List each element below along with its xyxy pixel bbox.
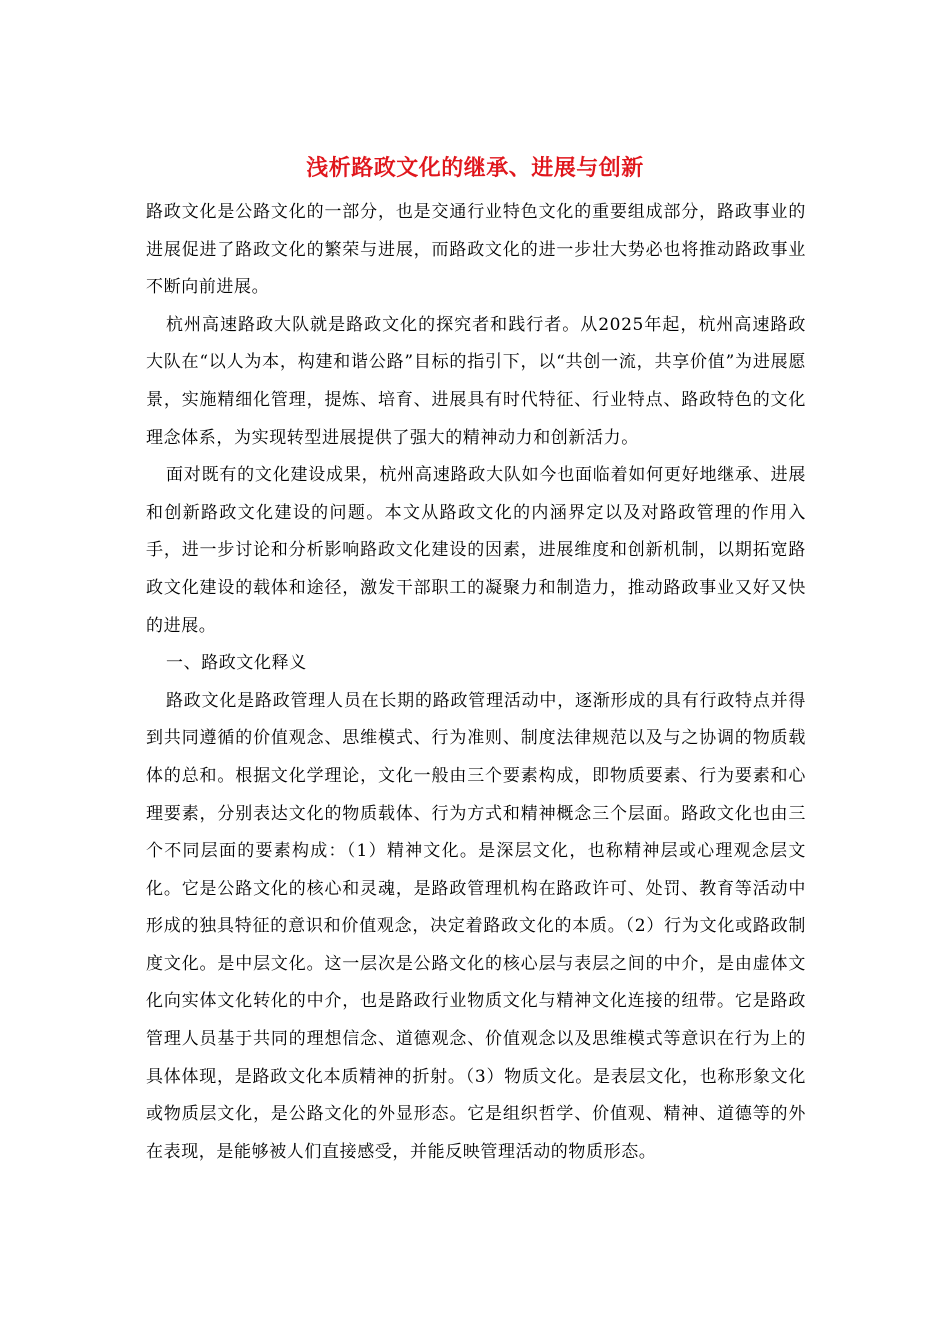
section-heading-1: 一、路政文化释义 [166, 653, 307, 674]
paragraph-challenges: 面对既有的文化建设成果，杭州高速路政大队如今也面临着如何更好地继承、进展和创新路政文化建设的问题。本文从路政文化的内涵界定以及对路政管理的作用入手，进一步讨论和分析影响路政文化建设的因素，进展维度和创新机制，以期拓宽路政文化建设的载体和途径，激发干部职工的凝聚力和制造力，推动路政事业又好又快的进展。 [146, 465, 806, 636]
paragraph-intro: 路政文化是公路文化的一部分，也是交通行业特色文化的重要组成部分，路政事业的进展促进了路政文化的繁荣与进展，而路政文化的进一步壮大势必也将推动路政事业不断向前进展。 [146, 202, 806, 298]
paragraph-definition: 路政文化是路政管理人员在长期的路政管理活动中，逐渐形成的具有行政特点并得到共同遵循的价值观念、思维模式、行为准则、制度法律规范以及与之协调的物质载体的总和。根据文化学理论，文化一般由三个要素构成，即物质要素、行为要素和心理要素，分别表达文化的物质载体、行为方式和精神概念三个层面。路政文化也由三个不同层面的要素构成：（1）精神文化。是深层文化，也称精神层或心理观念层文化。它是公路文化的核心和灵魂，是路政管理机构在路政许可、处罚、教育等活动中形成的独具特征的意识和价值观念，决定着路政文化的本质。（2）行为文化或路政制度文化。是中层文化。这一层次是公路文化的核心层与表层之间的中介，是由虚体文化向实体文化转化的中介，也是路政行业物质文化与精神文化连接的纽带。它是路政管理人员基于共同的理想信念、道德观念、价值观念以及思维模式等意识在行为上的具体体现，是路政文化本质精神的折射。（3）物质文化。是表层文化，也称形象文化或物质层文化，是公路文化的外显形态。它是组织哲学、价值观、精神、道德等的外在表现，是能够被人们直接感受，并能反映管理活动的物质形态。 [146, 690, 806, 1162]
document-body [146, 194, 806, 1171]
document-title: 浅析路政文化的继承、进展与创新 [306, 155, 644, 181]
paragraph-hangzhou: 杭州高速路政大队就是路政文化的探究者和践行者。从2025年起，杭州高速路政大队在“以人为本，构建和谐公路”目标的指引下，以“共创一流，共享价值”为进展愿景，实施精细化管理，提炼、培育、进展具有时代特征、行业特点、路政特色的文化理念体系，为实现转型进展提供了强大的精神动力和创新活力。 [146, 314, 806, 448]
